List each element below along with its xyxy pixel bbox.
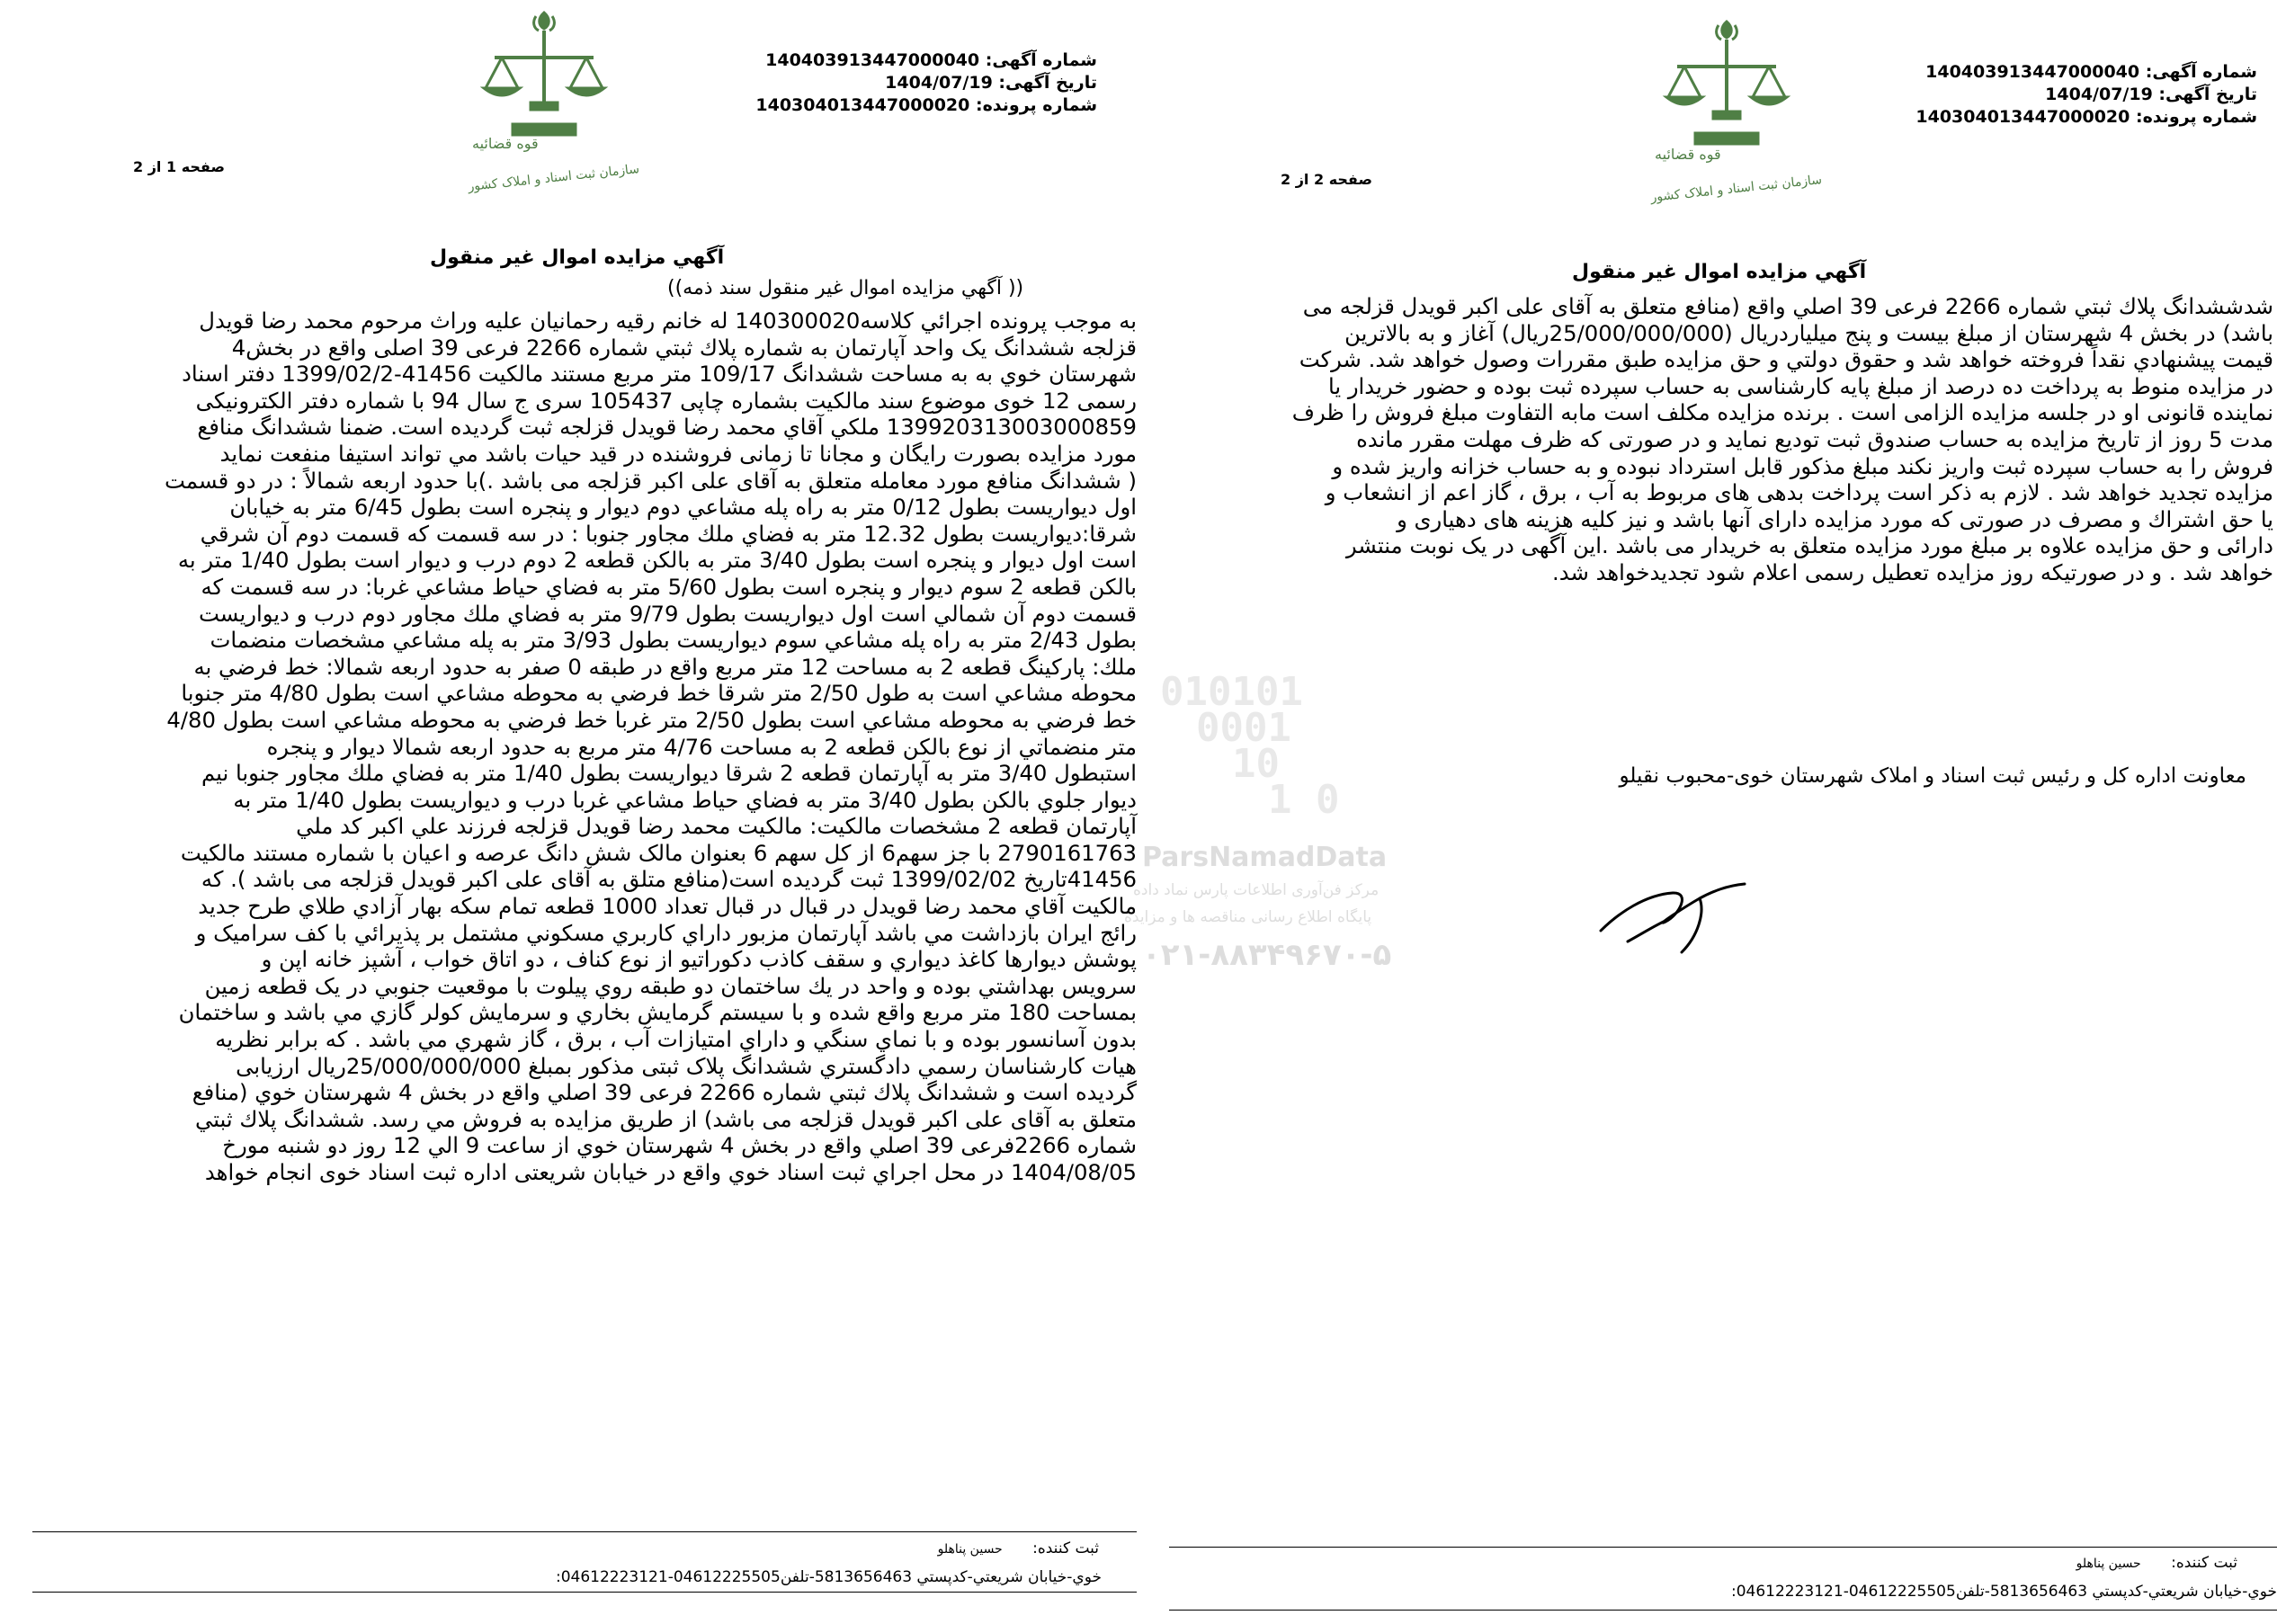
- body-line: است اول ديوار و پنجره است بطول 3/40 متر به بالكن قطعه 2 دوم درب و ديوار است بطول 1/40 متر به: [177, 547, 1137, 574]
- body-line: مالكيت آقاي محمد رضا قويدل در قبال در قبال تعداد 1000 قطعه تمام سكه بهار آزادي طلاي طرح جديد: [198, 893, 1137, 920]
- body-line: 2790161763 با جز سهم6 از كل سهم 6 بعنوان مالک شش دانگ عرصه و اعیان با شماره مستند مالكيت: [180, 839, 1137, 866]
- watermark-binary-row: 10: [1232, 741, 1280, 787]
- body-line: متعلق به آقای علی اکبر قویدل قزلجه می باشد) از طريق مزايده به فروش مي رسد. ششدانگ پلاك ثبتي: [194, 1105, 1137, 1132]
- notice-no: 140403913447000040: [1925, 62, 2140, 82]
- emblem-caption-bottom: سازمان ثبت اسناد و املاک کشور: [1649, 173, 1823, 205]
- footer-divider: [1169, 1547, 2277, 1548]
- body-line: 1404/08/05 در محل اجراي ثبت اسناد خوي واقع در خيابان شريعتی اداره ثبت اسناد خوی انجام خواهد: [204, 1159, 1137, 1185]
- body-line: مدت 5 روز از تاريخ مزايده به حساب صندوق ثبت توديع نمايد و در صورتی كه ظرف مهلت مقرر مانده: [1356, 425, 2273, 452]
- notice-date-label: تاریخ آگهی:: [2158, 85, 2257, 104]
- registrar-label: ثبت كننده:: [2171, 1554, 2237, 1572]
- body-line: در مزايده منوط به پرداخت ده درصد از مبلغ پايه كارشناسی به حساب سپرده ثبت بوده و حضور خريدار يا: [1327, 372, 2273, 399]
- watermark-line-2: پایگاه اطلاع رسانی مناقصه ها و مزایده: [1124, 908, 1372, 926]
- body-line: دارائی و حق مزايده علاوه بر مبلغ مورد مزايده متعلق به خريدار می باشد .اين آگهی در يک نوبت منتشر: [1345, 532, 2273, 559]
- notice-date: 1404/07/19: [2045, 85, 2153, 104]
- body-line: 41456تاريخ 1399/02/02 ثبت گرديده است(منافع متلق به آقای علی اکبر قویدل قزلجه می باشد ). كه: [201, 866, 1137, 893]
- watermark-phone: ۰۲۱-۸۸۳۴۹۶۷۰-۵: [1142, 937, 1392, 973]
- registrar-name: حسين پناهلو: [2076, 1557, 2141, 1571]
- footer-divider-bottom: [32, 1592, 1137, 1593]
- body-line: به موجب پرونده اجرائي كلاسه140300020 له خانم رقيه رحمانيان عليه وراث مرحوم محمد رضا قويدل: [199, 308, 1137, 334]
- body-line: خواهد شد . و در صورتيكه روز مزايده تعطيل رسمی اعلام شود تجديدخواهد شد.: [1552, 558, 2273, 585]
- footer-divider: [32, 1531, 1137, 1532]
- page-subtitle: (( آگهي مزايده اموال غير منقول سند ذمه)): [667, 277, 1024, 299]
- watermark-line-1: مرکز فن‌آوری اطلاعات پارس نماد داده: [1133, 881, 1380, 899]
- watermark-binary-row: 010101: [1160, 669, 1303, 715]
- emblem-caption-top: قوه قضائیه: [1655, 146, 1721, 163]
- signoff-title: معاونت اداره كل و رئيس ثبت اسناد و املاک شهرستان خوی-محبوب نقيلو: [1619, 764, 2246, 788]
- notice-page-1: [0, 0, 1138, 1624]
- handwritten-signature-icon: [1592, 859, 1763, 967]
- body-line: هيات كارشناسان رسمي دادگستري ششدانگ پلاک ثبتی مذكور بمبلغ 25/000/000/000ريال ارزيابی: [236, 1052, 1137, 1079]
- emblem-caption-top: قوه قضائیه: [472, 135, 539, 152]
- body-line: خط فرضي به محوطه مشاعي است بطول 2/50 متر غربا خط فرضي به محوطه مشاعي است بطول 4/80: [166, 706, 1137, 733]
- body-line: بمساحت 180 متر مربع واقع شده و با سيستم گرمايش بخاري و سرمايش كولر گازي مي باشد و ساختمان: [178, 999, 1137, 1026]
- notice-meta-2: [1880, 61, 2257, 129]
- case-no: 140304013447000020: [755, 95, 970, 115]
- body-line: شدششدانگ پلاك ثبتي شماره 2266 فرعی 39 اصلي واقع (منافع متعلق به آقای علی اکبر قویدل قزلجه می: [1302, 293, 2273, 319]
- body-line: آپارتمان قطعه 2 مشخصات مالكيت: مالكيت محمد رضا قويدل قزلجه فرزند علي اكبر كد ملي: [296, 813, 1137, 840]
- signature: [1592, 859, 1763, 970]
- notice-date: 1404/07/19: [885, 73, 993, 93]
- body-line: استبطول 3/40 متر به آپارتمان قطعه 2 شرقا ديواريست بطول 1/40 متر به فضاي ملك مجاور جنوبا نيم: [201, 760, 1137, 787]
- registrar-name: حسين پناهلو: [937, 1542, 1003, 1557]
- footer-divider-bottom: [1169, 1610, 2277, 1611]
- body-line: ( ششدانگ منافع مورد معامله متعلق به آقای علی اکبر قزلجه می باشد .)با حدود اربعه شمالاً : در دو قسمت: [165, 467, 1137, 494]
- emblem-caption-bottom: سازمان ثبت اسناد و املاک کشور: [467, 162, 640, 194]
- body-line: مزايده تجديد خواهد شد . لازم به ذكر است پرداخت بدهی های مربوط به آب ، برق ، گاز اعم از انشعاب و: [1325, 479, 2273, 506]
- body-line: يا حق اشتراك و مصرف در صورتی كه مورد مزايده دارای آنها باشد و نيز كليه هزينه های دهياری و: [1397, 505, 2273, 532]
- body-line: متر منضماتي از نوع بالكن قطعه 2 به مساحت 4/76 متر مربع به حدود اربعه شمالا ديوار و پنجره: [266, 733, 1137, 760]
- body-line: ديوار جلوي بالكن بطول 3/40 متر به فضاي حياط مشاعي غربا درب و ديواريست بطول 1/40 متر به: [233, 786, 1137, 813]
- page-title: آگهي مزايده اموال غير منقول: [1572, 261, 1867, 283]
- body-line: فروش را به حساب سپرده ثبت واريز نكند مبلغ مذكور قابل استرداد نبوده و به حساب خزانه واريز شده و: [1332, 452, 2273, 479]
- body-line: مورد مزايده بصورت رايگان و مجانا تا زمانی فروشنده در قيد حيات باشد مي تواند استيفا منفعت نمايد: [219, 440, 1137, 467]
- notice-no-label: شماره آگهی:: [985, 50, 1097, 70]
- body-line: اول ديواريست بطول 0/12 متر به راه پله مشاعي دوم ديوار و پنجره است بطول 6/45 متر به خيابان: [229, 494, 1137, 521]
- body-line: رائج ايران بازداشت مي باشد آپارتمان مزبور داراي كاربري مسكوني مشتمل بر پذيرائي با كف سراميک و: [195, 919, 1137, 946]
- notice-page-2: [1169, 0, 2277, 1624]
- case-no-label: شماره پرونده:: [975, 95, 1097, 115]
- page-number: صفحه 2 از 2: [1281, 171, 1372, 188]
- notice-no: 140403913447000040: [765, 50, 980, 70]
- body-line: باشد) در بخش 4 شهرستان از مبلغ بيست و پنج ميلياردريال (25/000/000/000ريال) آغاز و به بالاترين: [1344, 319, 2273, 346]
- registrar-row: [899, 1539, 1099, 1557]
- watermark-brand: ParsNamadData: [1142, 842, 1388, 873]
- body-line: رسمی 12 خوی موضوع سند مالکیت بشماره چاپی 105437 سری ج سال 94 با شماره دفتر الکترونیکی: [195, 387, 1137, 414]
- body-line: محوطه مشاعي است به طول 2/50 متر شرقا خط فرضي به محوطه مشاعي است بطول 4/80 متر جنوبا: [181, 680, 1137, 707]
- body-line: بدون آسانسور بوده و با نماي سنگي و داراي امتيازات آب ، برق ، گاز شهري مي باشد . كه برابر نظريه: [215, 1026, 1137, 1053]
- body-line: گرديده است و ششدانگ پلاك ثبتي شماره 2266 فرعی 39 اصلي واقع در بخش 4 شهرستان خوي (منافع: [192, 1079, 1137, 1106]
- body-line: شهرستان خوي به به مساحت ششدانگ 109/17 متر مربع مستند مالكيت 41456-1399/02/2 دفتر اسناد: [182, 361, 1137, 388]
- page-number: صفحه 1 از 2: [133, 158, 225, 175]
- body-line: سرويس بهداشتي بوده و واحد در يك ساختمان دو طبقه روي پيلوت با موقعيت جنوبي در يک قطعه زمين: [204, 972, 1137, 999]
- footer-address: خوي-خيابان شريعتي-كدپستي 5813656463-تلفن04612225505-04612223121:: [555, 1568, 1102, 1586]
- notice-body: [32, 308, 1137, 1186]
- watermark-binary-row: 0001: [1196, 705, 1291, 751]
- body-line: بطول 2/43 متر به راه پله مشاعي سوم ديواريست بطول 3/93 متر به پله مشاعي مشخصات منضمات: [210, 627, 1137, 654]
- body-line: 139920313003000859 ملكي آقاي محمد رضا قويدل قزلجه ثبت گرديده است. ضمنا ششدانگ منافع: [197, 414, 1137, 441]
- footer-address: خوي-خيابان شريعتي-كدپستي 5813656463-تلفن04612225505-04612223121:: [1730, 1583, 2277, 1601]
- registrar-row: [2032, 1554, 2237, 1572]
- notice-date-label: تاریخ آگهی:: [998, 73, 1097, 93]
- body-line: پوشش ديوارها كاغذ ديواري و سقف كاذب دكوراتيو از نوع كناف ، دو اتاق خواب ، آشپز خانه اپن و: [261, 946, 1137, 973]
- body-line: شرقا:ديواريست بطول 12.32 متر به فضاي ملك مجاور جنوبا : در سه قسمت كه قسمت دوم آن شرقي: [200, 520, 1137, 547]
- body-line: ملك: پاركينگ قطعه 2 به مساحت 12 متر مربع واقع در طبقه 0 صفر به حدود اربعه شمالا: خط فرضي به: [193, 653, 1137, 680]
- case-no-label: شماره پرونده:: [2135, 107, 2257, 127]
- body-line: بالكن قطعه 2 سوم ديوار و پنجره است بطول 5/60 متر به فضاي حياط مشاعي غربا: در سه قسمت كه: [201, 573, 1137, 600]
- case-no: 140304013447000020: [1915, 107, 2130, 127]
- notice-body: [1169, 293, 2273, 586]
- watermark-binary-row: 1 0: [1268, 777, 1340, 823]
- body-line: قسمت دوم آن شمالي است اول ديواريست بطول 9/79 متر به فضاي ملك مجاور دوم درب و ديواريست: [198, 600, 1137, 627]
- notice-meta: [719, 49, 1097, 117]
- registrar-label: ثبت كننده:: [1032, 1539, 1099, 1557]
- page-title: آگهي مزايده اموال غير منقول: [430, 246, 725, 269]
- body-line: قزلجه ششدانگ يک واحد آپارتمان به شماره پلاك ثبتي شماره 2266 فرعی 39 اصلی واقع در بخش4: [231, 334, 1137, 361]
- notice-no-label: شماره آگهی:: [2145, 62, 2257, 82]
- body-line: نماينده قانونی او در جلسه مزايده الزامی است . برنده مزايده مكلف است مابه التفاوت مبلغ فروش را ظرف: [1291, 399, 2273, 426]
- body-line: قيمت پيشنهادي نقداً فروخته خواهد شد و حقوق دولتي و حق مزايده طبق مقررات وصول خواهد شد. شركت: [1299, 346, 2273, 373]
- body-line: شماره 2266فرعی 39 اصلي واقع در بخش 4 شهرستان خوي از ساعت 9 الي 12 روز دو شنبه مورخ: [222, 1132, 1137, 1159]
